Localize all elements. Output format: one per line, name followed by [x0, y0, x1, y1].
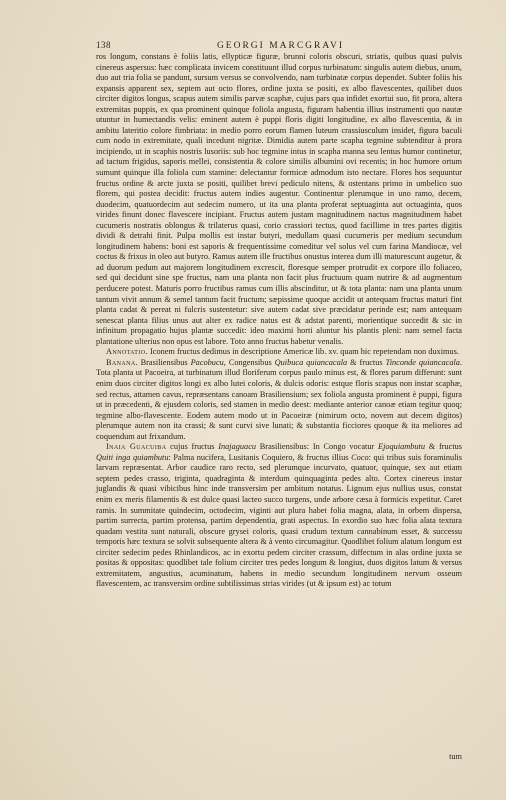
- text-run: : Palma nucifera, Lusitanis Coquiero, & fructus illius: [168, 452, 352, 462]
- text-run: cujus fructus: [166, 442, 219, 452]
- running-title: GEORGI MARCGRAVI: [216, 41, 345, 51]
- body-text: [96, 52, 462, 590]
- italic-term: Coco: [351, 452, 369, 462]
- heading-word: Annotatio.: [106, 347, 148, 357]
- italic-term: Quiti inga quiambutu: [96, 452, 169, 462]
- text-run: : qui tribus suis foraminulis larvam repræsentat. Arbor caudice raro recto, sed plerumque incurvato, quatuor, quinque, sex aut etiam septem pedes crasso, triginta, quadraginta & interdum quinquaginta pedes alto. Cortex cinereus instar juglandis & quasi vibicibus hinc inde transversim per ambitum notatus. Lignum ejus nullius usus, constat enim ex meris filamentis & est dulce quasi lacteo succo turgens, unde arbore cæsa à formicis expetitur. Caret ramis. In summitate quindecim, octodecim, viginti aut plura habet folia magna, alata, in orbem dispersa, partim surrecta, partim protensa, partim dependentia, grati aspectus. In exordio suo hæc folia alata textura quadam vestita sunt naturali, obscure grysei coloris, quasi crudum textum cannabinum esset, & successu temporis hæc textura se solvit subsequente altera & à vento circumagitur. Quodlibet folium alatum longum est circiter sedecim pedes Rhinlandicos, ac in exortu pedem circiter crassum, diffectum in alas ordine juxta se positas & oppositas: quodlibet tale folium circiter tres pedes longum & longius, duos digitos latum & versus extremitatem, angustius, acuminatum, habens in medio secundum longitudinem nervum osseum flavescentem, ac transversim ordine subtilissimas strias virides (ut & ipsum est) ac totum: [96, 452, 462, 589]
- italic-term: Inajaguacu: [218, 442, 257, 452]
- text-run: & fructus: [347, 357, 386, 367]
- page-number: 138: [96, 40, 111, 50]
- paragraph-banana: [96, 358, 462, 442]
- text-run: Iconem fructus dedimus in descriptione Americæ lib. xv. quam hic repetendam non duximus.: [147, 347, 459, 357]
- text-run: . Tota planta ut Pacoeira, at turbinatum illud floriferum corpus paulo minus est, & flores parum differunt: sunt enim duos circiter digitos longi ex albo lutei coloris, & dulcis odoris: estque floris scapus non instar scaphæ, sed rectus, attamen cavus, repræsentans canoam Brasiliensium; sex foliola angusta prominent è puppi, figura ut in præcedenti, & ejusdem coloris, sed stamen in medio deest: mediante anterior canoæ etiam tegitur quoq; tegmine albo-flavescente. Eodem autem modo ut in Pacoeiræ (nimirum octo, novem aut decem digitos) plerumque autem non ita crassi; & sunt curvi sive lunati; & substantia ficciores quoque & ita meliores ad coquendum aut frixandum.: [96, 357, 462, 441]
- paragraph-annotatio: [96, 347, 462, 358]
- italic-term: Ejoquiambutu: [378, 442, 426, 452]
- italic-term: Tinconde quiancacala: [385, 357, 460, 367]
- heading-word: Inaia Guacuiba: [106, 442, 167, 452]
- italic-term: Pacobucu: [190, 357, 224, 367]
- paragraph-pacoeira-description: [96, 52, 462, 347]
- paragraph-inaia-guacuiba: [96, 442, 462, 590]
- page-header: [96, 40, 460, 51]
- text-run: ros longum, constans è foliis latis, ellypticæ figuræ, brunni coloris obscuri, striatis, quibus quasi pulvis cinereus aspersus: hæc complicata invicem constituunt illud corpus turbinatum: singulis autem diebus, unum, duo aut tria folia se pandunt, sursum versus se convolvendo, nam turbinatæ corpus dependet. Subter foliis his expansis apparent sex, septem aut octo flores, ordine juxta se positi, ex albo flavescentes, quilibet duos circiter digitos longus, scapus autem similis parvæ scaphæ, cujus pars qua infidet exortui suo, fit prora, altera extremitas puppis, ex qua prominent quinque foliola angusta, figuram habentia illius instrumenti quo nautæ utuntur in humectandis velis: eminent autem è puppi floris digiti longitudine, ex albo flavescentia, & in ambitu lateritio colore fimbriata: in medio porro eorum flamen luteum crassiusculum insidet, figura baculi cum nodo in extremitate, quali incedunt nigritæ. Dimidia autem parte scapha tegmine subtenditur à prora incipiendo, ut in scaphis nostris lusoriis: sub hoc tegmine intus in scapha manna seu lentus humor continetur, ad tactum frigidus, saporis mellei, consistentia & colore similis albumini ovi recentis; in hoc humore ortum sumunt quinque illa foliola cum stamine: delectantur formicæ admodum isto nectare. Flores hos sequuntur fructus ordine & arcte juxta se positi, quilibet brevi pediculo nitens, & ostentans primo in umbelico suo florem, qui postea decidit: fructus autem indies augentur. Continentur plerumque in uno ramo, decem, duodecim, quatuordecim aut sedecim numero, ut ita una planta proferat septuaginta aut octuaginta, quos virides finunt donec flavescere incipiant. Fructus autem justam magnitudinem nactus magnitudinem habet cucumeris nostratis oblongus & trilaterus quasi, corio crassiori tectus, quod facillime in tres partes digitis dividi & detrahi finit. Pulpa mollis est instar butyri, medullam quasi cucumeris per medium secundum longitudinem habens: boni est saporis & frequentissime comeditur vel solus vel cum farina Mandiocæ, vel coctus & frixus in oleo aut butyro. Ramus autem ille fructibus onustus interea dum illi maturescunt augetur, & ad duorum pedum aut majorem longitudinem excrescit, floresque semper protrudit ex corpore illo foliaceo, sed qui decidunt sine spe fructus, nam una planta non facit plus fructuum quam nutrire & ad augmentum perducere potest. Maturis porro fructibus ramus cum illis abscinditur, ut & tota planta: nam una planta unum tantum vivit annum & semel tantum facit fructum; sæpissime quoque accidit ut antequam fructus maturi fint planta cadat & pereat ni fulcris sustentetur: sive autem cadat sive præcidatur perinde est; nam antequam senescat planta filius unus aut alter ex radice natus est & adstat parenti, morientique succedit & sic in infinitum propagatio hujus plantæ succedit: ideo maximi horti aluntur his plantis pleni: nam semel facta plantatione ulterius non opus est labore. Toto anno fructus habetur venalis.: [96, 52, 462, 346]
- text-run: . Brasiliensibus: [135, 357, 191, 367]
- italic-term: Quibuca quiancacala: [274, 357, 348, 367]
- heading-word: Banana: [106, 357, 136, 367]
- text-run: , Congensibus: [223, 357, 275, 367]
- text-run: & fructus: [425, 442, 462, 452]
- text-run: Brasiliensibus: In Congo vocatur: [256, 442, 378, 452]
- catchword: tum: [449, 752, 462, 761]
